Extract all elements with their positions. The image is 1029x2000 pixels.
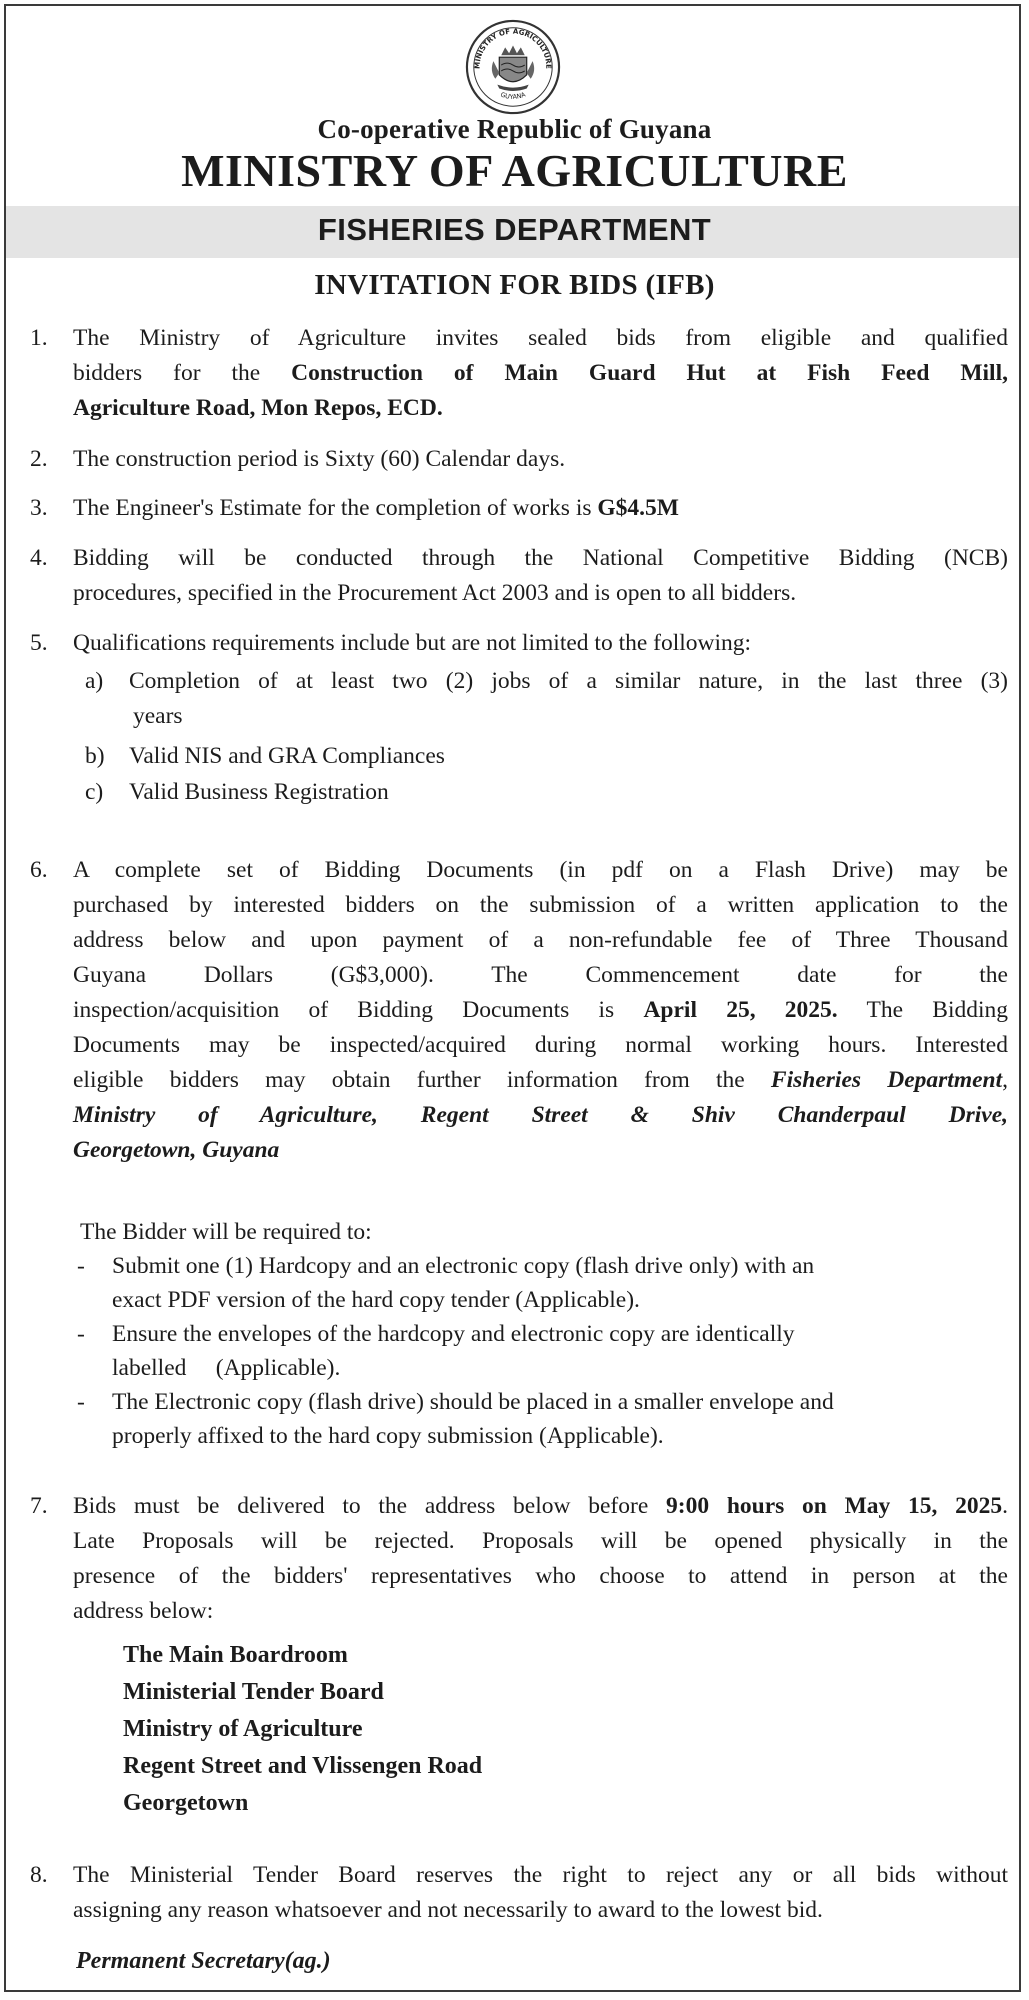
republic-heading: Co-operative Republic of Guyana [317, 114, 712, 144]
req-2-line-2: labelled (Applicable). [112, 1355, 341, 1381]
item-5b-line-1: Valid NIS and GRA Compliances [129, 743, 445, 769]
item-7-line-3: presence of the bidders' representatives who choose to attend in person at the [73, 1563, 1008, 1589]
item-8-line-1: The Ministerial Tender Board reserves the right to reject any or all bids without [73, 1862, 1008, 1888]
address-line-1: The Main Boardroom [123, 1642, 348, 1668]
req-1-line-2: exact PDF version of the hard copy tender (Applicable). [112, 1287, 640, 1313]
ministry-heading: MINISTRY OF AGRICULTURE [181, 145, 848, 196]
seal-text-bottom: GUYANA [499, 90, 527, 101]
item-4-number: 4. [30, 545, 48, 571]
item-7-line-4: address below: [73, 1598, 214, 1624]
req-2-dash: - [77, 1321, 85, 1347]
req-3-line-1: The Electronic copy (flash drive) should be placed in a smaller envelope and [112, 1389, 834, 1415]
item-5a-line-1: Completion of at least two (2) jobs of a similar nature, in the last three (3) [129, 668, 1008, 694]
item-4-line-1: Bidding will be conducted through the National Competitive Bidding (NCB) [73, 545, 1008, 571]
item-2-number: 2. [30, 446, 48, 472]
item-6-line-4: Guyana Dollars (G$3,000). The Commencement date for the [73, 962, 1008, 988]
item-6-line-5: inspection/acquisition of Bidding Documents is April 25, 2025. The Bidding [73, 997, 1008, 1023]
item-7-line-1: Bids must be delivered to the address below before 9:00 hours on May 15, 2025. [73, 1493, 1008, 1519]
req-2-line-1: Ensure the envelopes of the hardcopy and electronic copy are identically [112, 1321, 795, 1347]
seal-text-top: MINISTRY OF AGRICULTURE [472, 26, 554, 70]
item-5a-label: a) [85, 668, 104, 694]
item-8-line-2: assigning any reason whatsoever and not necessarily to award to the lowest bid. [73, 1897, 823, 1923]
item-1-line-1: The Ministry of Agriculture invites sealed bids from eligible and qualified [73, 325, 1008, 351]
item-6-line-1: A complete set of Bidding Documents (in pdf on a Flash Drive) may be [73, 857, 1008, 883]
item-1-line-3: Agriculture Road, Mon Repos, ECD. [73, 395, 443, 421]
item-5a-line-2: years [133, 703, 183, 729]
engineer-estimate: G$4.5M [597, 495, 679, 521]
address-line-5: Georgetown [123, 1790, 249, 1816]
item-6-line-9: Georgetown, Guyana [73, 1137, 280, 1163]
item-7-line-2: Late Proposals will be rejected. Proposals will be opened physically in the [73, 1528, 1008, 1554]
item-6-line-3: address below and upon payment of a non-refundable fee of Three Thousand [73, 927, 1008, 953]
address-line-3: Ministry of Agriculture [123, 1716, 363, 1742]
project-name: Construction of Main Guard Hut at Fish Feed Mill, [291, 360, 1008, 386]
item-5c-label: c) [85, 779, 104, 805]
item-3-number: 3. [30, 495, 48, 521]
address-line-2: Ministerial Tender Board [123, 1679, 384, 1705]
item-8-number: 8. [30, 1862, 48, 1888]
item-6-line-2: purchased by interested bidders on the submission of a written application to the [73, 892, 1008, 918]
coat-of-arms-seal [464, 18, 562, 116]
item-3-line-1: The Engineer's Estimate for the completion of works is G$4.5M [73, 495, 679, 521]
department-heading: FISHERIES DEPARTMENT [317, 212, 712, 247]
item-5b-label: b) [85, 743, 105, 769]
bidder-requirements-intro: The Bidder will be required to: [80, 1219, 372, 1245]
item-5-line-1: Qualifications requirements include but are not limited to the following: [73, 630, 752, 656]
item-6-line-7: eligible bidders may obtain further information from the Fisheries Department, [73, 1067, 1009, 1093]
item-5-number: 5. [30, 630, 48, 656]
req-1-line-1: Submit one (1) Hardcopy and an electronic copy (flash drive only) with an [112, 1253, 815, 1279]
document-title: INVITATION FOR BIDS (IFB) [314, 269, 715, 301]
item-1-number: 1. [30, 325, 48, 351]
req-1-dash: - [77, 1253, 85, 1279]
req-3-line-2: properly affixed to the hard copy submission (Applicable). [112, 1423, 664, 1449]
req-3-dash: - [77, 1389, 85, 1415]
fisheries-department-ref: Fisheries Department [770, 1067, 1003, 1093]
item-6-line-6: Documents may be inspected/acquired during normal working hours. Interested [73, 1032, 1008, 1058]
item-7-number: 7. [30, 1493, 48, 1519]
item-6-line-8: Ministry of Agriculture, Regent Street & Shiv Chanderpaul Drive, [73, 1102, 1008, 1128]
signature-title: Permanent Secretary(ag.) [76, 1948, 331, 1974]
submission-deadline: 9:00 hours on May 15, 2025 [666, 1493, 1003, 1519]
item-5c-line-1: Valid Business Registration [129, 779, 389, 805]
item-1-line-2: bidders for the Construction of Main Guard Hut at Fish Feed Mill, [73, 360, 1008, 386]
commencement-date: April 25, 2025. [643, 997, 838, 1023]
item-6-number: 6. [30, 857, 48, 883]
item-2-line-1: The construction period is Sixty (60) Calendar days. [73, 446, 566, 472]
address-line-4: Regent Street and Vlissengen Road [123, 1753, 483, 1779]
item-4-line-2: procedures, specified in the Procurement Act 2003 and is open to all bidders. [73, 580, 797, 606]
